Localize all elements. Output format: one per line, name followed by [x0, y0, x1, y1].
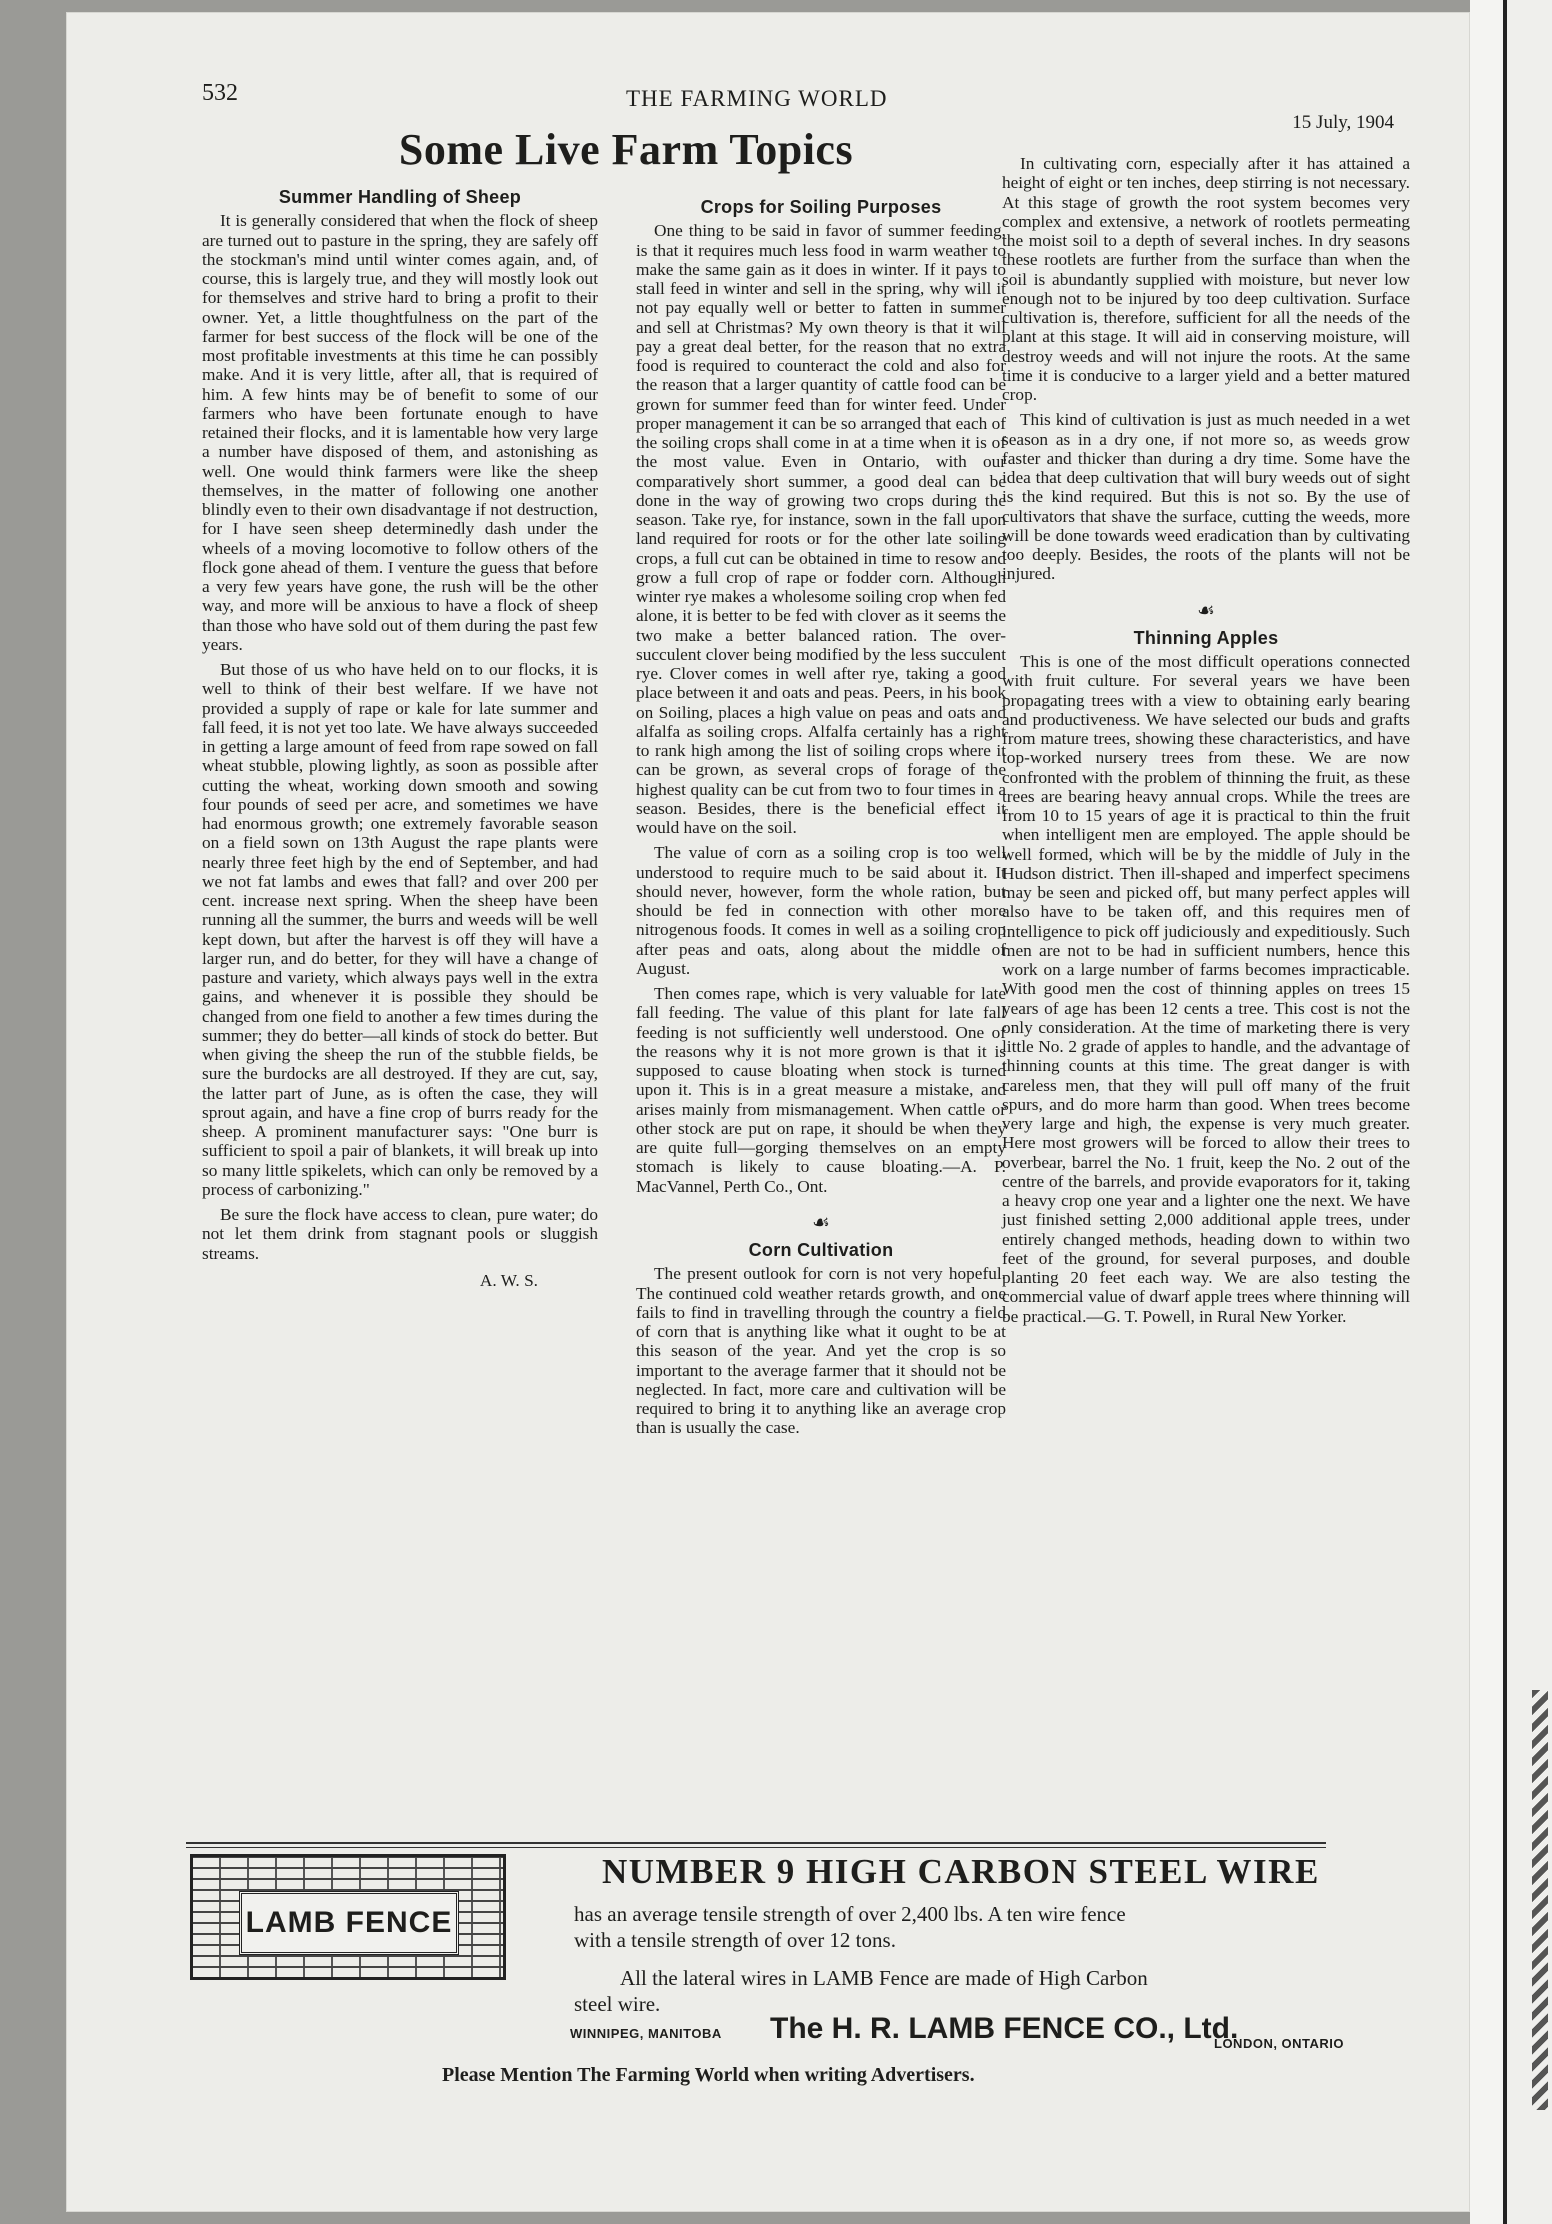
article-paragraph: The value of corn as a soiling crop is too well understood to require much to be said about it. It should never, however, form the whole ration, but should be fed in connection with other more nitrogenous foods. It comes in well as a soiling crop after peas and oats, along about the middle of August.	[636, 843, 1006, 978]
article-paragraph: One thing to be said in favor of summer feeding, is that it requires much less food in warm weather to make the same gain as it does in winter. If it pays to stall feed in winter and sell in the spring, why will it not pay equally well or better to fatten in summer and sell at Christmas? My own theory is that it will pay a great deal better, for the reason that no extra food is required to counteract the cold and also for the reason that a larger quantity of cattle food can be grown for summer feed than for winter feed. Under proper management it can be so arranged that each of the soiling crops shall come in at a time when it is of the most value. Even in Ontario, with our comparatively short summer, a good deal can be done in the way of growing two crops during the season. Take rye, for instance, sown in the fall upon land required for roots or for the other late soiling crops, a full cut can be obtained in time to resow and grow a full crop of rape or fodder corn. Although winter rye makes a wholesome soiling crop when fed alone, it is better to be fed with clover as it seems the two make a better balanced ration. The over-succulent clover being modified by the less succulent rye. Clover comes in well after rye, taking a good place between it and oats and peas. Peers, in his book on Soiling, places a high value on peas and oats and alfalfa as soiling crops. Alfalfa certainly has a right to rank high among the list of soiling crops where it can be grown, as several crops of forage of the highest quality can be cut from two to four times in a season. Besides, there is the beneficial effect it would have on the soil.	[636, 221, 1006, 837]
article-heading-soiling: Crops for Soiling Purposes	[700, 197, 942, 217]
page-number: 532	[202, 80, 238, 106]
ornament-icon: ☙	[812, 1211, 830, 1234]
column-2	[636, 198, 1006, 1444]
article-paragraph: Be sure the flock have access to clean, pure water; do not let them drink from stagnant pools or sluggish streams.	[202, 1205, 598, 1263]
footer-note: Please Mention The Farming World when writing Advertisers.	[442, 2064, 975, 2086]
lamb-fence-logo	[190, 1854, 506, 1980]
ad-text-line: steel wire.	[574, 1992, 661, 2016]
ad-divider	[186, 1842, 1326, 1844]
article-paragraph: Then comes rape, which is very valuable for late fall feeding. The value of this plant for late fall feeding is not sufficiently well understood. One of the reasons why it is not more grown is that it is supposed to cause bloating when stock is turned upon it. This is in a great measure a mistake, and arises mainly from mismanagement. When cattle or other stock are put on rape, it should be when they are quite full—gorging themselves on an empty stomach is likely to cause bloating.—A. P. MacVannel, Perth Co., Ont.	[636, 984, 1006, 1196]
ad-text-line: has an average tensile strength of over 2,400 lbs. A ten wire fence	[574, 1902, 1126, 1926]
article-paragraph: But those of us who have held on to our flocks, it is well to think of their best welfare. If we have not provided a supply of rape or kale for late summer and fall feed, it is not yet too late. We have always succeeded in getting a large amount of feed from rape sowed on fall wheat stubble, plowing lightly, as soon as possible after cutting the wheat, working down smooth and sowing four pounds of seed per acre, and sometimes we have had enormous growth; one extremely favorable season on a field sown on 13th August the rape plants were nearly three feet high by the end of September, and had we not fat lambs and ewes that fall? and over 200 per cent. increase next spring. When the sheep have been running all the summer, the burrs and weeds will be well kept down, but after the harvest is off they will have a larger run, and do better, for they will have a change of pasture and variety, which always pays well in the extra gains, and whenever it is possible they should be changed from one field to another a few times during the summer; they do better—all kinds of stock do better. But when giving the sheep the run of the stubble fields, be sure the burdocks are all destroyed. If they are cut, say, the latter part of June, as is often the case, they will sprout again, and have a fine crop of burrs ready for the sheep. A prominent manufacturer says: "One burr is sufficient to spoil a pair of blankets, it will break up into so many little spikelets, which can only be removed by a process of carbonizing."	[202, 660, 598, 1199]
page-header	[66, 74, 1470, 133]
article-signature: A. W. S.	[479, 1270, 538, 1290]
article-paragraph: This is one of the most difficult operations connected with fruit culture. For several years we have been propagating trees with a view to obtaining early bearing and productiveness. We have selected our buds and grafts from mature trees, showing these characteristics, and have top-worked nursery trees from these. We are now confronted with the problem of thinning the fruit, as these trees are bearing heavy annual crops. While the trees are from 10 to 15 years of age it is practical to thin the fruit when intelligent men are employed. The apple should be well formed, which will be by the middle of July in the Hudson district. Then ill-shaped and imperfect specimens may be seen and picked off, but many perfect apples will also have to be taken off, and this requires men of intelligence to pick off judiciously and expeditiously. Such men are not to be had in sufficient numbers, hence this work on a large number of farms becomes impracticable. With good men the cost of thinning apples on trees 15 years of age has been 12 cents a tree. This cost is not the only consideration. At the time of marketing there is very little No. 2 grade of apples to handle, and the advantage of thinning counts at this time. The great danger is with careless men, that they will pull off many of the fruit spurs, and do more harm than good. When trees become very large and high, the expense is very much greater. Here most growers will be forced to allow their trees to overbear, barrel the No. 1 fruit, keep the No. 2 out of the centre of the barrels, and provide evaporators for it, taking a heavy crop one year and a lighter one the next. We have just finished setting 2,000 additional apple trees, under entirely changed methods, heading down to within two feet of the ground, for several purposes, and double planting 20 feet each way. We are also testing the commercial value of dwarf apple trees where thinning will be practical.—G. T. Powell, in Rural New Yorker.	[1002, 652, 1410, 1326]
article-heading-apples: Thinning Apples	[1133, 627, 1279, 648]
ad-text-line: All the lateral wires in LAMB Fence are made of High Carbon	[620, 1966, 1148, 1990]
newspaper-page	[66, 12, 1470, 2212]
article-paragraph: The present outlook for corn is not very hopeful. The continued cold weather retards growth, and one fails to find in travelling through the country a field of corn that is anything like what it ought to be at this season of the year. And yet the crop is so important to the average farmer that it should not be neglected. In fact, more care and cultivation will be required to bring it to anything like an average crop than is usually the case.	[636, 1264, 1006, 1438]
column-1	[202, 188, 598, 1290]
binding-edge	[1532, 1690, 1548, 2110]
ad-city-right: LONDON, ONTARIO	[1214, 2036, 1345, 2051]
column-3	[1002, 154, 1410, 1332]
ornament-icon: ☙	[1197, 599, 1215, 622]
section-title: Some Live Farm Topics	[398, 125, 854, 174]
publication-title: THE FARMING WORLD	[626, 86, 888, 111]
ad-divider	[186, 1847, 1326, 1848]
ad-text-line: with a tensile strength of over 12 tons.	[574, 1928, 896, 1952]
article-paragraph: In cultivating corn, especially after it has attained a height of eight or ten inches, deep stirring is not necessary. At this stage of growth the root system becomes very complex and extensive, a network of rootlets permeating the moist soil to a depth of several inches. In dry seasons these rootlets are further from the surface than when the soil is abundantly supplied with moisture, but never low enough not to be injured by too deep cultivation. Surface cultivation is, therefore, sufficient for all the needs of the plant at this stage. It will aid in conserving moisture, will destroy weeds and will not injure the roots. At the same time it is conducive to a larger yield and a better matured crop.	[1002, 154, 1410, 404]
ad-company-name: The H. R. LAMB FENCE CO., Ltd.	[770, 2012, 1239, 2045]
article-heading-corn: Corn Cultivation	[748, 1240, 894, 1260]
ad-city-left: WINNIPEG, MANITOBA	[570, 2026, 722, 2041]
article-heading-sheep: Summer Handling of Sheep	[278, 187, 522, 207]
article-paragraph: It is generally considered that when the flock of sheep are turned out to pasture in the spring, they are safely off the stockman's mind until winter comes again, and, of course, this is largely true, and they will mostly look out for themselves and strive hard to bring a profit to their owner. Yet, a little thoughtfulness on the part of the farmer for best success of the flock will be one of the most profitable investments at this time he can possibly make. And it is very little, after all, that is required of him. A few hints may be of benefit to some of our farmers who have been fortunate enough to have retained their flocks, and it is lamentable how very large a number have disposed of them, and astonishing as well. One would think farmers were like the sheep themselves, in the matter of following one another blindly even to their own disadvantage if not destruction, for I have seen sheep determinedly dash under the wheels of a moving locomotive to follow others of the flock gone ahead of them. I venture the guess that before a very few years have gone, the rush will be the other way, and more will be anxious to have a flock of sheep than those who have sold out of them during the past few years.	[202, 211, 598, 654]
issue-date: 15 July, 1904	[1292, 112, 1394, 133]
article-paragraph: This kind of cultivation is just as much needed in a wet season as in a dry one, if not more so, as weeds grow faster and thicker than during a dry time. Some have the idea that deep cultivation that will bury weeds out of sight is the kind required. But this is not so. By the use of cultivators that shave the surface, cutting the weeds, more will be done towards weed eradication than by cultivating too deeply. Besides, the roots of the plants will not be injured.	[1002, 410, 1410, 584]
logo-plate: LAMB FENCE	[239, 1891, 459, 1955]
ad-headline: NUMBER 9 HIGH CARBON STEEL WIRE	[602, 1852, 1320, 1891]
